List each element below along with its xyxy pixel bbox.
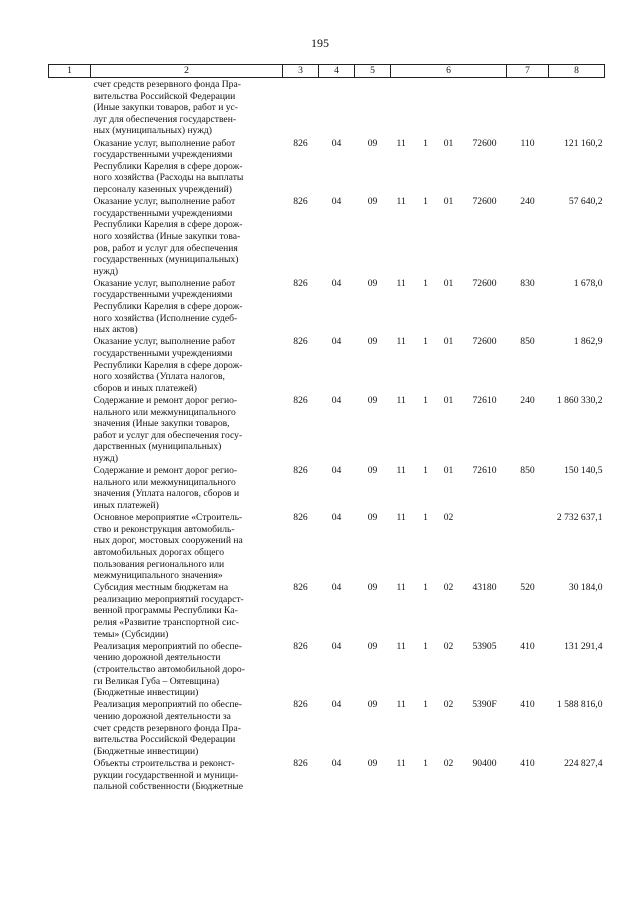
- code-program: 11: [396, 757, 406, 769]
- table-row: [49, 641, 605, 700]
- cell-name: [91, 78, 283, 138]
- cell-subsection: 09: [367, 277, 378, 289]
- code-activity: 01: [443, 196, 454, 208]
- cell-amount: 57 640,2: [568, 196, 603, 208]
- cell-target-code: [391, 336, 507, 395]
- code-activity: 02: [443, 699, 454, 711]
- code-activity: 01: [443, 336, 454, 348]
- table-row: [49, 699, 605, 758]
- cell-col1: [49, 758, 91, 793]
- cell-amount: 30 184,0: [568, 582, 603, 594]
- table-row: [49, 465, 605, 512]
- code-direction: 72600: [472, 196, 497, 208]
- code-program: 11: [396, 512, 406, 524]
- code-program: 11: [396, 336, 406, 348]
- row-name-text: Содержание и ремонт дорог регио- нального или межмуниципального значения (Иные закупки товаров, работ и услуг для обеспечения госу- дарственных (муниципальных) нужд): [93, 395, 243, 464]
- cell-name: [91, 512, 283, 582]
- cell-amount: [549, 78, 605, 138]
- cell-subsection: 09: [367, 640, 378, 652]
- column-header: 1: [49, 65, 91, 78]
- cell-expense-type: 830: [520, 277, 535, 289]
- row-name-text: Оказание услуг, выполнение работ государственными учреждениями Республики Карелия в сфере дорож- ного хозяйства (Иные закупки това- ров, работ и услуг для обеспечения государственных (муниципальных) нужд): [93, 196, 243, 277]
- code-direction: 43180: [472, 582, 497, 594]
- code-program: 11: [396, 277, 406, 289]
- cell-subsection: 09: [367, 336, 378, 348]
- code-direction: 53905: [472, 640, 497, 652]
- column-header: 8: [549, 65, 605, 78]
- code-direction: 5390F: [472, 699, 497, 711]
- code-direction: 72600: [472, 336, 497, 348]
- cell-section: 04: [331, 137, 342, 149]
- table-row: [49, 196, 605, 278]
- code-subprogram: 1: [423, 277, 428, 289]
- cell-name: [91, 699, 283, 758]
- cell-ministry: 826: [293, 699, 308, 711]
- code-activity: 01: [443, 277, 454, 289]
- cell-name: [91, 395, 283, 465]
- cell-section: 04: [331, 465, 342, 477]
- cell-amount: 1 588 816,0: [556, 699, 603, 711]
- column-header: 5: [355, 65, 391, 78]
- cell-amount: 2 732 637,1: [556, 512, 603, 524]
- cell-ministry: 826: [293, 336, 308, 348]
- row-name-text: Субсидия местным бюджетам на реализацию мероприятий государст- венной программы Республики Ка- релия «Развитие транспортной сис- темы» (Субсидии): [93, 582, 244, 640]
- cell-amount: 1 860 330,2: [556, 395, 603, 406]
- code-activity: 02: [443, 582, 454, 594]
- cell-target-code: [391, 278, 507, 337]
- code-activity: 01: [443, 395, 454, 406]
- cell-expense-type: 240: [520, 196, 535, 208]
- cell-expense-type: 850: [520, 465, 535, 477]
- code-direction: 72610: [472, 395, 497, 406]
- code-subprogram: 1: [423, 699, 428, 711]
- cell-ministry: 826: [293, 395, 308, 406]
- row-name-text: Объекты строительства и реконст- рукции государственной и муници- пальной собственности (Бюджетные: [93, 757, 244, 793]
- code-direction: [467, 512, 503, 524]
- cell-ministry: 826: [293, 640, 308, 652]
- cell-col1: [49, 699, 91, 758]
- cell-name: [91, 641, 283, 700]
- cell-subsection: 09: [367, 395, 378, 406]
- code-direction: 72600: [472, 277, 497, 289]
- table-row: [49, 395, 605, 465]
- cell-ministry: 826: [293, 465, 308, 477]
- cell-expense-type: 110: [520, 137, 535, 149]
- column-header: 4: [319, 65, 355, 78]
- cell-name: [91, 582, 283, 641]
- cell-name: [91, 336, 283, 395]
- cell-section: 04: [331, 277, 342, 289]
- column-header: 7: [507, 65, 549, 78]
- cell-expense-type: [507, 78, 549, 138]
- cell-target-code: [391, 138, 507, 197]
- cell-target-code: [391, 196, 507, 278]
- column-header: 2: [91, 65, 283, 78]
- row-name-text: Оказание услуг, выполнение работ государственными учреждениями Республики Карелия в сфере дорож- ного хозяйства (Расходы на выплаты персоналу казенных учреждений): [93, 137, 244, 195]
- code-program: 11: [396, 465, 406, 477]
- code-subprogram: 1: [423, 512, 428, 524]
- table-row: [49, 78, 605, 138]
- cell-section: 04: [331, 395, 342, 406]
- cell-expense-type: 410: [520, 640, 535, 652]
- column-header: 3: [283, 65, 319, 78]
- row-name-text: Реализация мероприятий по обеспе- чению дорожной деятельности за счет средств резервного фонда Пра- вительства Российской Федерации (Бюджетные инвестиции): [93, 699, 242, 757]
- cell-amount: 131 291,4: [564, 640, 603, 652]
- cell-amount: 1 678,0: [573, 277, 603, 289]
- cell-section: 04: [331, 757, 342, 769]
- cell-name: [91, 278, 283, 337]
- cell-expense-type: 520: [520, 582, 535, 594]
- cell-amount: 150 140,5: [564, 465, 603, 477]
- cell-ministry: 826: [293, 277, 308, 289]
- code-program: 11: [396, 395, 406, 406]
- budget-table: [48, 64, 605, 793]
- code-program: 11: [396, 196, 406, 208]
- cell-expense-type: 410: [520, 699, 535, 711]
- cell-ministry: 826: [293, 757, 308, 769]
- cell-col1: [49, 336, 91, 395]
- code-subprogram: 1: [423, 395, 428, 406]
- cell-section: 04: [331, 699, 342, 711]
- cell-col1: [49, 395, 91, 465]
- cell-amount: 224 827,4: [564, 757, 603, 769]
- cell-name: [91, 465, 283, 512]
- code-activity: 02: [443, 512, 454, 524]
- code-program: 11: [396, 640, 406, 652]
- cell-section: [319, 78, 355, 138]
- code-subprogram: 1: [423, 137, 428, 149]
- cell-target-code: [391, 465, 507, 512]
- table-row: [49, 512, 605, 582]
- cell-expense-type: 850: [520, 336, 535, 348]
- cell-ministry: [283, 78, 319, 138]
- code-program: 11: [396, 699, 406, 711]
- code-direction: 72600: [472, 137, 497, 149]
- cell-target-code: [391, 395, 507, 465]
- cell-col1: [49, 78, 91, 138]
- cell-expense-type: 410: [520, 757, 535, 769]
- cell-col1: [49, 278, 91, 337]
- cell-section: 04: [331, 336, 342, 348]
- code-subprogram: 1: [423, 582, 428, 594]
- cell-target-code: [391, 582, 507, 641]
- cell-name: [91, 758, 283, 793]
- cell-target-code: [391, 758, 507, 793]
- code-activity: 01: [443, 465, 454, 477]
- cell-expense-type: 240: [520, 395, 535, 406]
- cell-target-code: [391, 512, 507, 582]
- column-header: 6: [391, 65, 507, 78]
- cell-amount: 121 160,2: [564, 137, 603, 149]
- row-name-text: Оказание услуг, выполнение работ государственными учреждениями Республики Карелия в сфере дорож- ного хозяйства (Уплата налогов, сборов и иных платежей): [93, 336, 243, 394]
- code-direction: 72610: [472, 465, 497, 477]
- table-row: [49, 138, 605, 197]
- cell-subsection: 09: [367, 137, 378, 149]
- cell-target-code: [391, 699, 507, 758]
- row-name-text: счет средств резервного фонда Пра- вительства Российской Федерации (Иные закупки товаров, работ и ус- луг для обеспечения государствен- ных (муниципальных) нужд): [93, 79, 241, 137]
- cell-name: [91, 138, 283, 197]
- page-number: 195: [311, 36, 329, 50]
- row-name-text: Реализация мероприятий по обеспе- чению дорожной деятельности (строительство автомобильной доро- ги Великая Губа – Оятевщина) (Бюджетные инвестиции): [93, 640, 245, 699]
- cell-ministry: 826: [293, 196, 308, 208]
- code-direction: 90400: [472, 757, 497, 769]
- cell-section: 04: [331, 582, 342, 594]
- cell-target-code: [391, 78, 507, 138]
- table-row: [49, 278, 605, 337]
- code-subprogram: 1: [423, 640, 428, 652]
- code-program: 11: [396, 137, 406, 149]
- cell-col1: [49, 582, 91, 641]
- cell-col1: [49, 138, 91, 197]
- cell-section: 04: [331, 640, 342, 652]
- row-name-text: Основное мероприятие «Строитель- ство и реконструкция автомобиль- ных дорог, мостовых сооружений на автомобильных дорогах общего пользования регионального или межмуниципального значения»: [93, 512, 243, 582]
- cell-subsection: 09: [367, 196, 378, 208]
- cell-subsection: 09: [367, 699, 378, 711]
- table-header-row: [49, 65, 605, 78]
- cell-col1: [49, 465, 91, 512]
- cell-col1: [49, 512, 91, 582]
- cell-subsection: 09: [367, 757, 378, 769]
- cell-col1: [49, 641, 91, 700]
- cell-subsection: [355, 78, 391, 138]
- code-activity: 02: [443, 757, 454, 769]
- cell-section: 04: [331, 196, 342, 208]
- cell-col1: [49, 196, 91, 278]
- code-subprogram: 1: [423, 465, 428, 477]
- cell-subsection: 09: [367, 512, 378, 524]
- code-program: 11: [396, 582, 406, 594]
- table-row: [49, 336, 605, 395]
- row-name-text: Оказание услуг, выполнение работ государственными учреждениями Республики Карелия в сфере дорож- ного хозяйства (Исполнение судеб- ных актов): [93, 277, 243, 336]
- cell-section: 04: [331, 512, 342, 524]
- code-subprogram: 1: [423, 757, 428, 769]
- cell-name: [91, 196, 283, 278]
- code-subprogram: 1: [423, 196, 428, 208]
- cell-subsection: 09: [367, 465, 378, 477]
- cell-ministry: 826: [293, 137, 308, 149]
- cell-amount: 1 862,9: [573, 336, 603, 348]
- code-activity: 02: [443, 640, 454, 652]
- cell-expense-type: [507, 512, 549, 582]
- cell-target-code: [391, 641, 507, 700]
- code-subprogram: 1: [423, 336, 428, 348]
- cell-ministry: 826: [293, 582, 308, 594]
- row-name-text: Содержание и ремонт дорог регио- нального или межмуниципального значения (Уплата налогов, сборов и иных платежей): [93, 465, 240, 511]
- cell-subsection: 09: [367, 582, 378, 594]
- table-row: [49, 582, 605, 641]
- cell-ministry: 826: [293, 512, 308, 524]
- code-activity: 01: [443, 137, 454, 149]
- table-row: [49, 758, 605, 793]
